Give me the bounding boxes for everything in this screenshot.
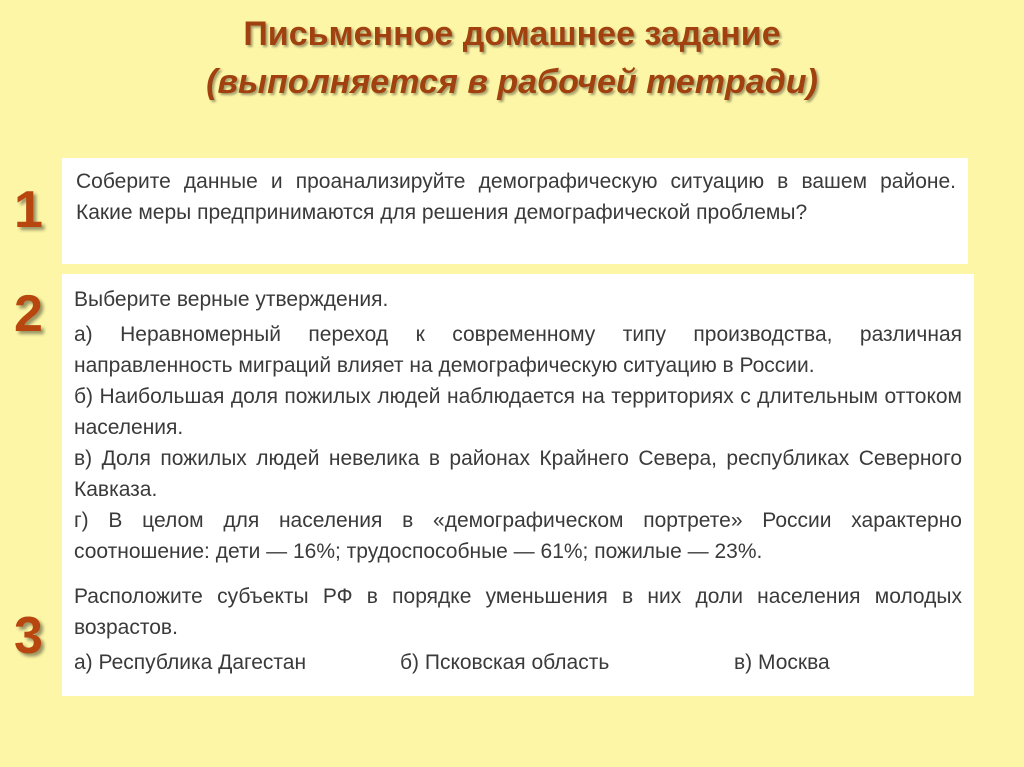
- task-3-text: Расположите субъекты РФ в порядке уменьшения в них доли населения молодых возрастов.: [74, 585, 962, 639]
- task-3-option-v: в) Москва: [734, 651, 830, 674]
- task-number-3: 3: [14, 607, 43, 665]
- title-line-2: (выполняется в рабочей тетради): [206, 63, 818, 101]
- task-1-text: Соберите данные и проанализируйте демографическую ситуацию в вашем районе. Какие меры предпринимаются для решения демографической проблемы?: [76, 170, 956, 224]
- task-number-2: 2: [14, 285, 43, 343]
- title-line-1: Письменное домашнее задание: [243, 15, 781, 53]
- task-2-statement-a: а) Неравномерный переход к современному типу производства, различная направленность миграций влияет на демографическую ситуацию в России.: [74, 323, 962, 377]
- task-number-1: 1: [14, 181, 43, 239]
- task-3-option-a: а) Республика Дагестан: [74, 651, 307, 674]
- task-2-statement-b: б) Наибольшая доля пожилых людей наблюдается на территориях с длительным оттоком населения.: [74, 385, 962, 439]
- task-1-card: [62, 158, 968, 264]
- task-3-option-b: б) Псковская область: [400, 651, 610, 674]
- task-3-options: [74, 647, 962, 678]
- task-2-heading: Выберите верные утверждения.: [74, 288, 389, 311]
- task-2-statement-g: г) В целом для населения в «демографическом портрете» России характерно соотношение: дети — 16%; трудоспособные — 61%; пожилые — 23%.: [74, 509, 962, 563]
- slide-title: [0, 10, 1024, 106]
- task-2-3-card: [62, 274, 974, 696]
- task-2-statement-v: в) Доля пожилых людей невелика в районах Крайнего Севера, республиках Северного Кавказа.: [74, 447, 962, 501]
